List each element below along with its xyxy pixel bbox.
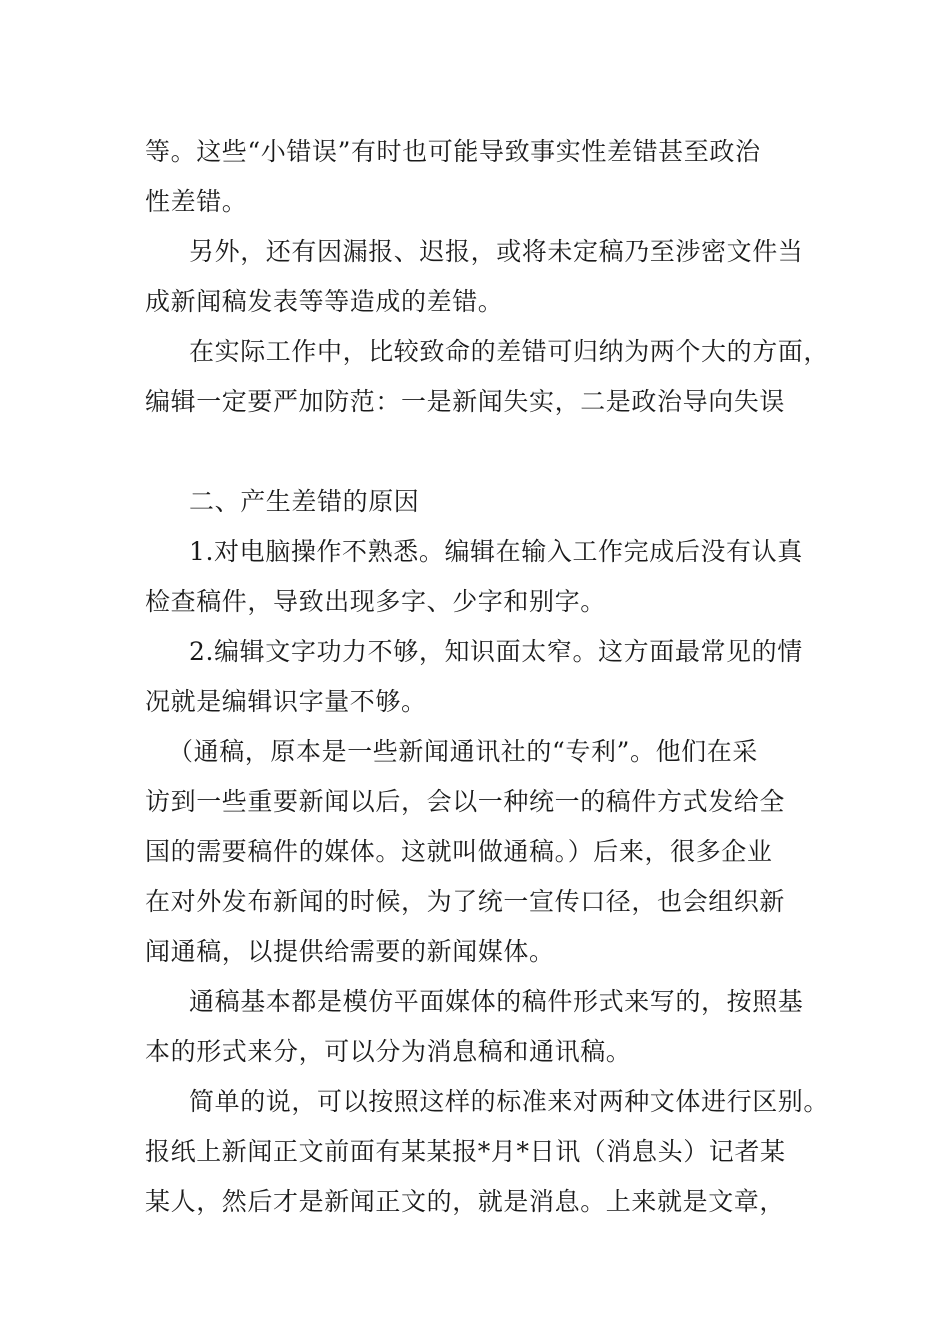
text-line: 况就是编辑识字量不够。 xyxy=(145,687,427,716)
text-line: 某人，然后才是新闻正文的，就是消息。上来就是文章， xyxy=(145,1187,786,1216)
text-line: 等。这些“小错误”有时也可能导致事实性差错甚至政治 xyxy=(145,137,761,166)
section-heading: 二、产生差错的原因 xyxy=(189,487,420,516)
text-line: 访到一些重要新闻以后，会以一种统一的稿件方式发给全 xyxy=(145,787,786,816)
paragraph-line: 1.对电脑操作不熟悉。编辑在输入工作完成后没有认真 xyxy=(189,537,803,566)
paragraph-line: 在实际工作中，比较致命的差错可归纳为两个大的方面， xyxy=(189,337,830,366)
text-line: 国的需要稿件的媒体。这就叫做通稿。）后来，很多企业 xyxy=(145,837,773,866)
text-line: 在对外发布新闻的时候，为了统一宣传口径，也会组织新 xyxy=(145,887,786,916)
text-line: 报纸上新闻正文前面有某某报*月*日讯（消息头）记者某 xyxy=(145,1137,786,1166)
text-line: 闻通稿，以提供给需要的新闻媒体。 xyxy=(145,937,555,966)
text-line: 本的形式来分，可以分为消息稿和通讯稿。 xyxy=(145,1037,632,1066)
text-line: 性差错。 xyxy=(145,187,248,216)
text-line: 检查稿件，导致出现多字、少字和别字。 xyxy=(145,587,606,616)
text-line: 成新闻稿发表等等造成的差错。 xyxy=(145,287,504,316)
text-line: 编辑一定要严加防范：一是新闻失实，二是政治导向失误 xyxy=(145,387,786,416)
paragraph-line: （通稿，原本是一些新闻通讯社的“专利”。他们在采 xyxy=(168,737,758,766)
paragraph-line: 2.编辑文字功力不够，知识面太窄。这方面最常见的情 xyxy=(189,637,803,666)
paragraph-line: 简单的说，可以按照这样的标准来对两种文体进行区别。 xyxy=(189,1087,830,1116)
paragraph-line: 通稿基本都是模仿平面媒体的稿件形式来写的，按照基 xyxy=(189,987,804,1016)
paragraph-line: 另外，还有因漏报、迟报，或将未定稿乃至涉密文件当 xyxy=(189,237,804,266)
